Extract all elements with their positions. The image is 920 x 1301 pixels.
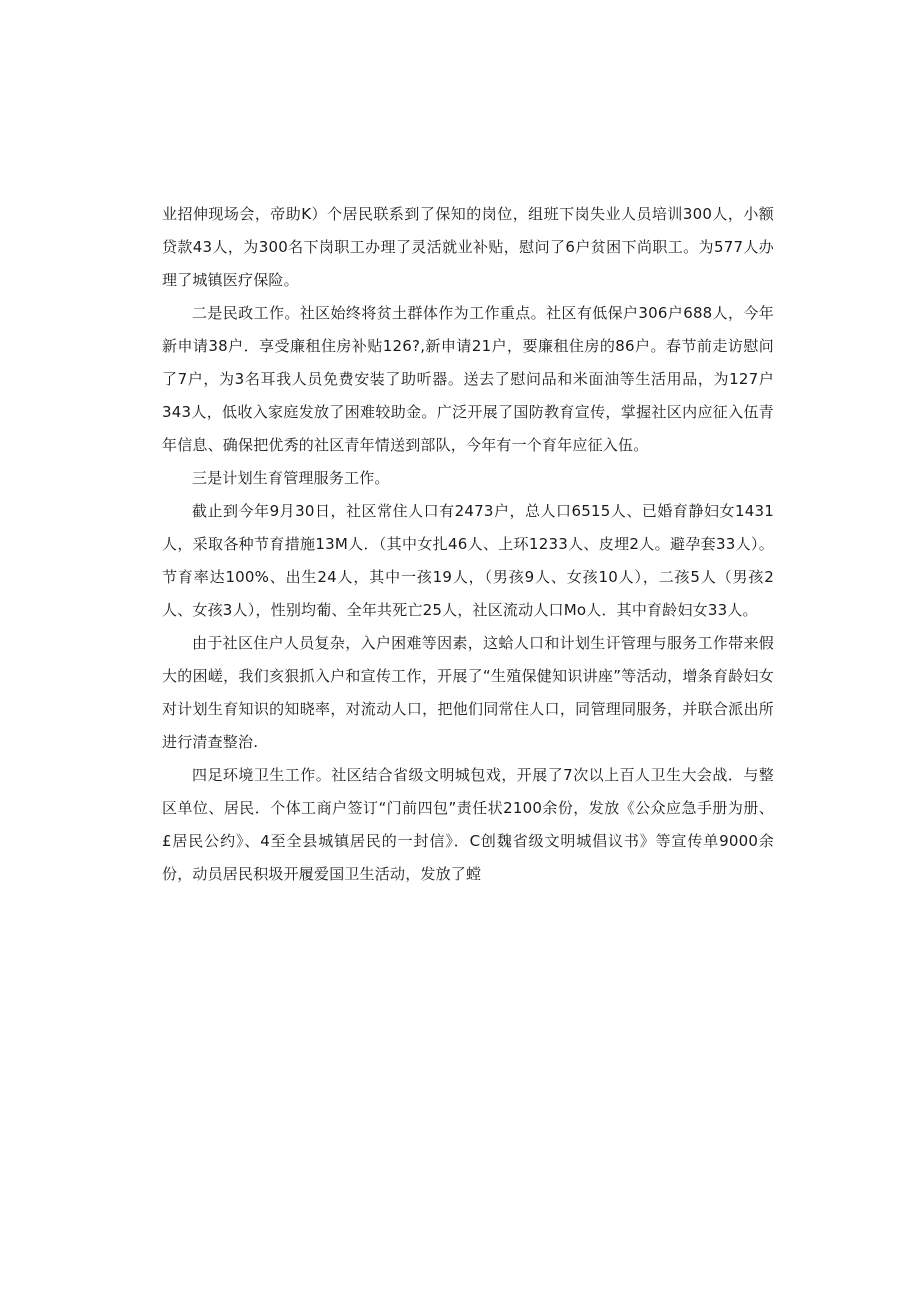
document-body [162, 198, 774, 891]
paragraph-employment-continued: 业招伸现场会，帝助K）个居民联系到了保知的岗位，组班下岗失业人员培训300人，小额贷款43人，为300名下岗职工办理了灵活就业补贴，慰问了6户贫困下尚职工。为577人办理了城镇医疗保险。 [162, 205, 774, 289]
paragraph-management-difficulties: 由于社区住户人员复杂，入户困难等因素，这蛤人口和计划生讦管理与服务工作帯来假大的困嵯，我们亥狠抓入户和宣传工作，开展了“生殖保健知识讲座”等活动，增条育龄妇女对计划生育知识的知晓率，对流动人口，把他们同常住人口，同管理同服务，并联合派出所进行清查整治. [162, 634, 774, 751]
paragraph-family-planning-heading: 三是计划生育管理服务工作。 [192, 469, 390, 487]
paragraph-environmental-sanitation: 四足环境卫生工作。社区结合省级文明城包戏，开展了7次以上百人卫生大会战．与整区单位、居民．个体工商户签订“门前四包”责任状2100余份，发放《公众应急手册为册、£居民公约》、4至全县城镇居民的一封信》．C创魏省级文明城倡议书》等宣传单9000余份，动员居民积圾开履爱国卫生活动，发放了螳 [162, 766, 774, 883]
paragraph-population-statistics: 截止到今年9月30日，社区常住人口有2473户，总人口6515人、已婚育静妇女1431人，采取各种节育措施13M人．（其中女扎46人、上环1233人、皮埋2人。避孕套33人）。节育率达100%、出生24人，其中一孩19人，（男孩9人、女孩10人），二孩5人（男孩2人、女孩3人），性别均葡、全年共死亡25人，社区流动人口Mo人．其中育龄妇女33人。 [162, 502, 774, 619]
paragraph-civil-affairs: 二是民政工作。社区始终将贫土群体作为工作重点。社区有低保户306户688人，今年新申请38户．享受廉租住房补贴126?,新申请21户，要廉租住房的86户。春节前走访慰问了7户，为3名耳我人员免费安装了助听器。送去了慰问品和米面油等生活用品，为127户343人，低收入家庭发放了困难较助金。广泛开展了国防教育宣传，掌握社区内应征入伍青年信息、确保把优秀的社区青年情送到部队，今年有一个育年应征入伍。 [162, 304, 774, 454]
